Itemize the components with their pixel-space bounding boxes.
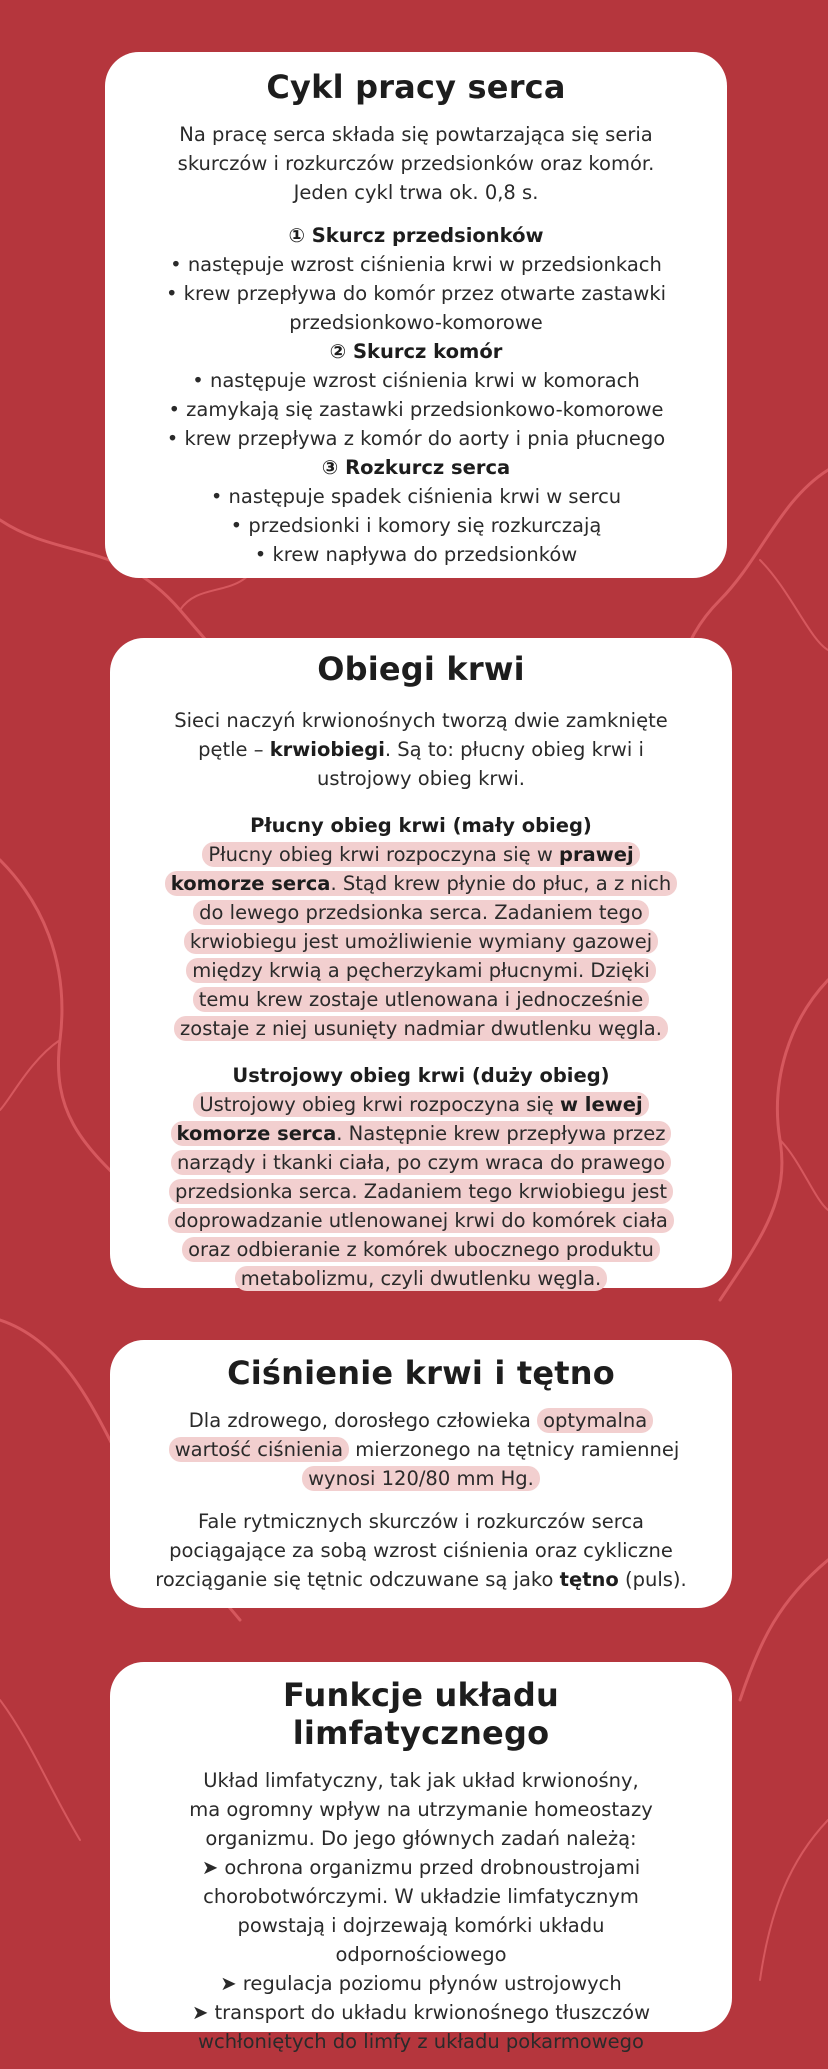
lymphatic-line: organizmu. Do jego głównych zadań należą: — [205, 1827, 637, 1850]
pulmonary-heading: Płucny obieg krwi (mały obieg) — [250, 814, 592, 837]
lymphatic-list-item: ➤ ochrona organizmu przed drobnoustrojami — [201, 1856, 641, 1879]
lymphatic-line: wchłoniętych do limfy z układu pokarmowego — [198, 2030, 644, 2053]
phase-2-heading: ② Skurcz komór — [329, 340, 503, 363]
lymphatic-line: powstają i dojrzewają komórki układu — [237, 1914, 605, 1937]
lymphatic-line: ma ogromny wpływ na utrzymanie homeostazy — [189, 1798, 653, 1821]
systemic-text: Ustrojowy obieg krwi rozpoczyna się w lewej komorze serca. Następnie krew przepływa przez narządy i tkanki ciała, po czym wraca do prawego przedsionka serca. Zadaniem tego krwiobiegu jest doprowadzanie utlenowanej krwi do komórek ciała oraz odbieranie z komórek ubocznego produktu metabolizmu, czyli dwutlenku węgla. — [154, 1090, 688, 1293]
heart-cycle-card — [105, 52, 727, 578]
phase-2-item: • zamykają się zastawki przedsionkowo-komorowe — [168, 398, 664, 421]
blood-pressure-title: Ciśnienie krwi i tętno — [227, 1354, 615, 1392]
phase-1-item: przedsionkowo-komorowe — [289, 311, 543, 334]
circulation-intro: Sieci naczyń krwionośnych tworzą dwie zamknięte pętle – krwiobiegi. Są to: płucny obieg krwi i ustrojowy obieg krwi. — [174, 709, 668, 790]
circulation-title: Obiegi krwi — [317, 650, 525, 688]
phase-3-item: • przedsionki i komory się rozkurczają — [230, 514, 602, 537]
phase-2-item: • krew przepływa z komór do aorty i pnia płucnego — [166, 427, 666, 450]
phase-1-item: • krew przepływa do komór przez otwarte zastawki — [165, 282, 667, 305]
blood-pressure-card — [110, 1340, 732, 1608]
heart-cycle-title: Cykl pracy serca — [266, 68, 566, 106]
pulmonary-text: Płucny obieg krwi rozpoczyna się w prawej komorze serca. Stąd krew płynie do płuc, a z nich do lewego przedsionka serca. Zadaniem tego krwiobiegu jest umożliwienie wymiany gazowej między krwią a pęcherzykami płucnymi. Dzięki temu krew zostaje utlenowana i jednocześnie zostaje z niej usunięty nadmiar dwutlenku węgla. — [154, 840, 688, 1043]
lymphatic-line: Układ limfatyczny, tak jak układ krwionośny, — [203, 1769, 639, 1792]
lymphatic-line: chorobotwórczymi. W układzie limfatycznym — [203, 1885, 639, 1908]
phase-3-heading: ③ Rozkurcz serca — [321, 456, 511, 479]
heart-cycle-intro-line-3: Jeden cykl trwa ok. 0,8 s. — [293, 181, 539, 204]
lymphatic-line: odpornościowego — [335, 1943, 507, 1966]
lymphatic-list-item: ➤ regulacja poziomu płynów ustrojowych — [220, 1972, 622, 1995]
phase-3-item: • następuje spadek ciśnienia krwi w sercu — [210, 485, 622, 508]
blood-pressure-paragraph: Dla zdrowego, dorosłego człowieka optymalna wartość ciśnienia mierzonego na tętnicy ramiennej wynosi 120/80 mm Hg. — [154, 1406, 688, 1493]
heart-cycle-intro-line-2: skurczów i rozkurczów przedsionków oraz komór. — [177, 152, 655, 175]
heart-cycle-intro-line-1: Na pracę serca składa się powtarzająca się seria — [179, 123, 653, 146]
circulation-card — [110, 638, 732, 1288]
phase-3-item: • krew napływa do przedsionków — [254, 543, 578, 566]
phase-2-item: • następuje wzrost ciśnienia krwi w komorach — [192, 369, 640, 392]
phase-1-item: • następuje wzrost ciśnienia krwi w przedsionkach — [170, 253, 662, 276]
lymphatic-list-item: ➤ transport do układu krwionośnego tłuszczów — [191, 2001, 651, 2024]
systemic-heading: Ustrojowy obieg krwi (duży obieg) — [232, 1064, 610, 1087]
lymphatic-title: Funkcje układu limfatycznego — [283, 1676, 559, 1752]
pulse-paragraph: Fale rytmicznych skurczów i rozkurczów serca pociągające za sobą wzrost ciśnienia oraz cykliczne rozciąganie się tętnic odczuwane są jako tętno (puls). — [155, 1510, 687, 1591]
phase-1-heading: ① Skurcz przedsionków — [288, 224, 544, 247]
lymphatic-card — [110, 1662, 732, 2053]
